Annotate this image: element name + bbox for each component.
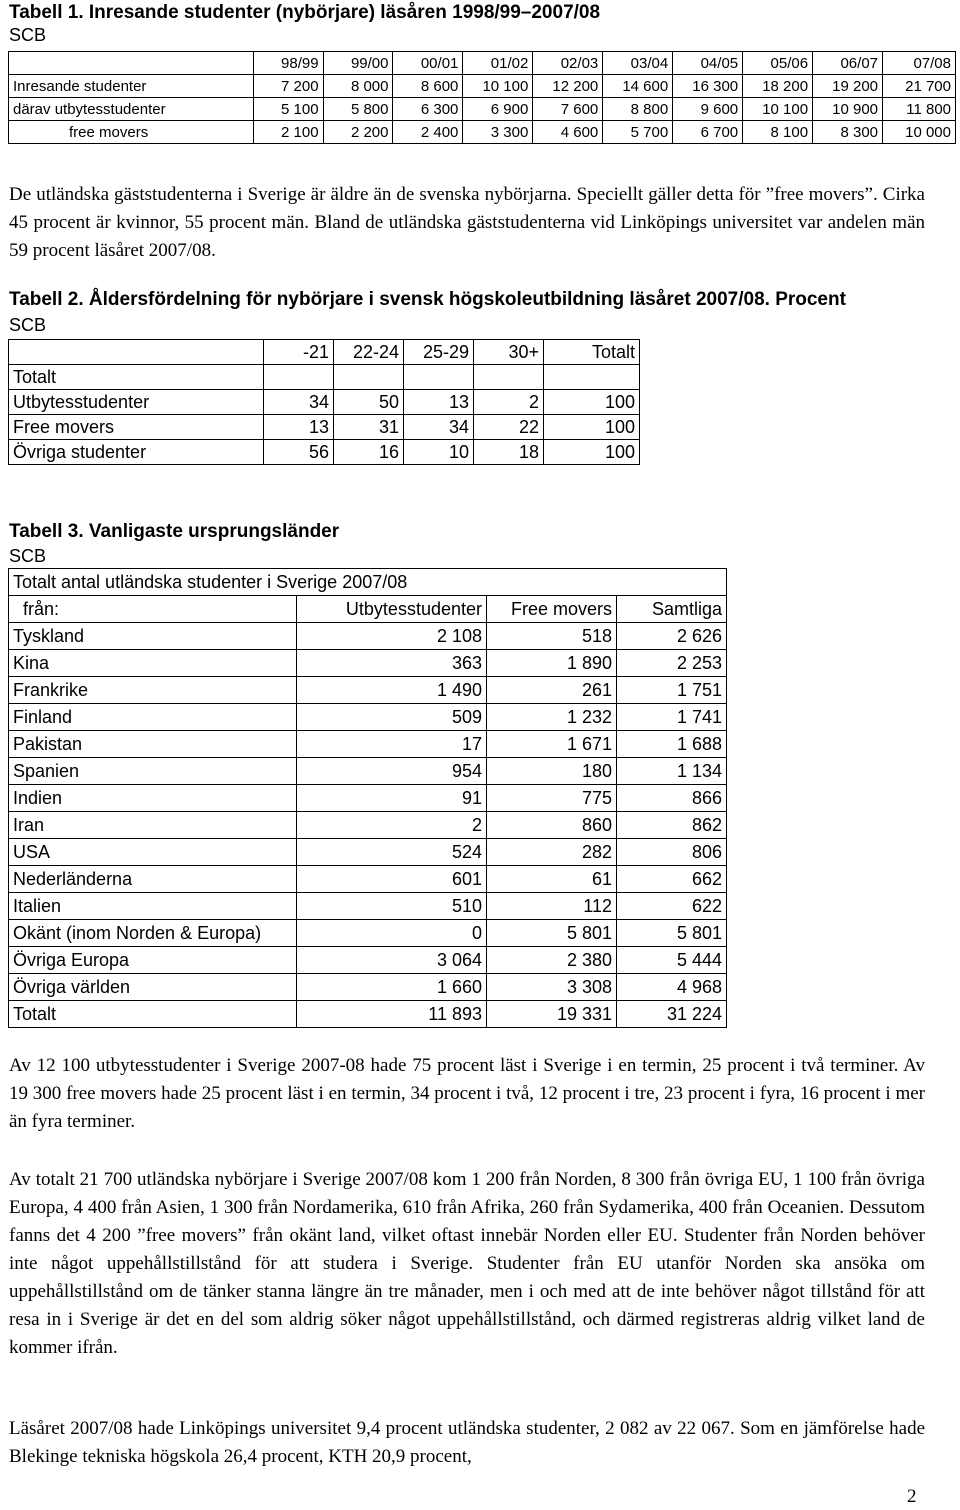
- table3-country-label: Spanien: [9, 758, 297, 785]
- table3-cell: 510: [297, 893, 487, 920]
- table3-cell: 2 108: [297, 623, 487, 650]
- table3-cell: 1 688: [617, 731, 727, 758]
- table2-header-row: [9, 340, 640, 365]
- table1-cell: 4 600: [533, 121, 603, 144]
- table1-cell: 8 800: [603, 98, 673, 121]
- table2-row-label: Utbytesstudenter: [9, 390, 264, 415]
- table2-age-header: Totalt: [544, 340, 640, 365]
- table1-cell: 8 100: [743, 121, 813, 144]
- table3-country-label: Pakistan: [9, 731, 297, 758]
- table1-cell: 5 100: [253, 98, 323, 121]
- table3-country-label: Italien: [9, 893, 297, 920]
- table-row: [9, 415, 640, 440]
- table1-cell: 19 200: [813, 75, 883, 98]
- table3-cell: 112: [487, 893, 617, 920]
- table3-cell: 1 660: [297, 974, 487, 1001]
- paragraph-terms: Av 12 100 utbytesstudenter i Sverige 2007-08 hade 75 procent läst i Sverige i en termin, 25 procent i två terminer. Av 19 300 free movers hade 25 procent läst i en termin, 34 procent i två, 12 procent i tre, 23 procent i fyra, 16 procent i mer än fyra terminer.: [9, 1055, 925, 1132]
- table1-cell: 6 700: [673, 121, 743, 144]
- table2-age-header: -21: [264, 340, 334, 365]
- table-row: [9, 365, 640, 390]
- table2-cell: [264, 365, 334, 390]
- table2-age-header: 22-24: [334, 340, 404, 365]
- table3-country-label: Indien: [9, 785, 297, 812]
- table3-country-label: Frankrike: [9, 677, 297, 704]
- table-row: [9, 98, 956, 121]
- table3-cell: 1 490: [297, 677, 487, 704]
- table3-cell: 4 968: [617, 974, 727, 1001]
- table3-cell: 31 224: [617, 1001, 727, 1028]
- table-row: [9, 839, 727, 866]
- table1-cell: 11 800: [883, 98, 956, 121]
- table1-cell: 6 900: [463, 98, 533, 121]
- table1-year-header: 05/06: [743, 52, 813, 75]
- table3-country-label: Iran: [9, 812, 297, 839]
- table3-cell: 17: [297, 731, 487, 758]
- table3-cell: 601: [297, 866, 487, 893]
- paragraph-age-gender: De utländska gäststudenterna i Sverige är äldre än de svenska nybörjarna. Speciellt gäller detta för ”free movers”. Cirka 45 procent är kvinnor, 55 procent män. Bland de utländska gäststudenterna vid Linköpings universitet var andelen män 59 procent läsåret 2007/08.: [9, 184, 925, 261]
- table3-from-label: från:: [9, 596, 297, 623]
- table3-cell: 862: [617, 812, 727, 839]
- table2-cell: 31: [334, 415, 404, 440]
- table3-cell: 524: [297, 839, 487, 866]
- table-row: [9, 121, 956, 144]
- table2-age-header: 25-29: [404, 340, 474, 365]
- table1-row-label: Inresande studenter: [9, 75, 254, 98]
- table2: [8, 339, 640, 465]
- table-row: [9, 677, 727, 704]
- table3-cell: 2 380: [487, 947, 617, 974]
- table1-year-header: 04/05: [673, 52, 743, 75]
- table3-cell: 180: [487, 758, 617, 785]
- table1-cell: 7 200: [253, 75, 323, 98]
- table2-cell: [404, 365, 474, 390]
- table3-cell: 1 134: [617, 758, 727, 785]
- table-row: [9, 947, 727, 974]
- table1-year-header: 07/08: [883, 52, 956, 75]
- table2-cell: 100: [544, 390, 640, 415]
- table3-header-row: [9, 596, 727, 623]
- table2-cell: 10: [404, 440, 474, 465]
- table3-cell: 775: [487, 785, 617, 812]
- table3-caption-row: [9, 569, 727, 596]
- table2-age-header: 30+: [474, 340, 544, 365]
- table-row: [9, 1001, 727, 1028]
- table2-cell: [544, 365, 640, 390]
- table-row: [9, 920, 727, 947]
- table1-cell: 3 300: [463, 121, 533, 144]
- table1-cell: 21 700: [883, 75, 956, 98]
- table2-cell: 34: [404, 415, 474, 440]
- table2-cell: 16: [334, 440, 404, 465]
- table3-country-label: Övriga världen: [9, 974, 297, 1001]
- table3-cell: 866: [617, 785, 727, 812]
- table3-source: SCB: [9, 546, 47, 566]
- table1-header-row: [9, 52, 956, 75]
- table1-cell: 8 300: [813, 121, 883, 144]
- table1-cell: 6 300: [393, 98, 463, 121]
- table3-cell: 662: [617, 866, 727, 893]
- table3-cell: 282: [487, 839, 617, 866]
- table3-country-label: Okänt (inom Norden & Europa): [9, 920, 297, 947]
- table2-row-label: Totalt: [9, 365, 264, 390]
- table1-row-label: free movers: [9, 121, 254, 144]
- table2-cell: 56: [264, 440, 334, 465]
- table1-cell: 8 600: [393, 75, 463, 98]
- table3-cell: 19 331: [487, 1001, 617, 1028]
- table3-country-label: Finland: [9, 704, 297, 731]
- table-row: [9, 75, 956, 98]
- table2-cell: [334, 365, 404, 390]
- table3-cell: 2 253: [617, 650, 727, 677]
- table-row: [9, 974, 727, 1001]
- table2-cell: 50: [334, 390, 404, 415]
- table3-cell: 61: [487, 866, 617, 893]
- table1-year-header: 00/01: [393, 52, 463, 75]
- table3-country-label: Övriga Europa: [9, 947, 297, 974]
- table3-cell: 0: [297, 920, 487, 947]
- table2-cell: 100: [544, 415, 640, 440]
- table3-cell: 3 064: [297, 947, 487, 974]
- table1-year-header: 03/04: [603, 52, 673, 75]
- table1-cell: 12 200: [533, 75, 603, 98]
- table3-cell: 1 741: [617, 704, 727, 731]
- table3-country-label: USA: [9, 839, 297, 866]
- table3-country-label: Nederländerna: [9, 866, 297, 893]
- table2-corner-cell: [9, 340, 264, 365]
- table-row: [9, 785, 727, 812]
- table3-cell: 806: [617, 839, 727, 866]
- table-row: [9, 390, 640, 415]
- table1-cell: 8 000: [323, 75, 393, 98]
- table3-cell: 1 232: [487, 704, 617, 731]
- table2-source: SCB: [9, 315, 47, 335]
- table-row: [9, 704, 727, 731]
- table3-cell: 518: [487, 623, 617, 650]
- table3-cell: 5 801: [487, 920, 617, 947]
- table1-cell: 14 600: [603, 75, 673, 98]
- table1: [8, 51, 956, 144]
- table3-column-header: Free movers: [487, 596, 617, 623]
- table3-cell: 622: [617, 893, 727, 920]
- table1-year-header: 98/99: [253, 52, 323, 75]
- table1-cell: 10 000: [883, 121, 956, 144]
- table3-cell: 954: [297, 758, 487, 785]
- table1-cell: 2 200: [323, 121, 393, 144]
- page-number: 2: [907, 1486, 917, 1507]
- table2-title: Tabell 2. Åldersfördelning för nybörjare i svensk högskoleutbildning läsåret 2007/08. Procent: [9, 289, 846, 310]
- table2-cell: 13: [404, 390, 474, 415]
- table3-country-label: Kina: [9, 650, 297, 677]
- table1-cell: 18 200: [743, 75, 813, 98]
- table1-cell: 10 100: [463, 75, 533, 98]
- table3-column-header: Samtliga: [617, 596, 727, 623]
- table3-country-label: Tyskland: [9, 623, 297, 650]
- table1-title: Tabell 1. Inresande studenter (nybörjare) läsåren 1998/99–2007/08: [9, 2, 601, 23]
- table3-cell: 11 893: [297, 1001, 487, 1028]
- table-row: [9, 866, 727, 893]
- table2-cell: [474, 365, 544, 390]
- table-row: [9, 758, 727, 785]
- table1-year-header: 01/02: [463, 52, 533, 75]
- table3-cell: 3 308: [487, 974, 617, 1001]
- table2-cell: 100: [544, 440, 640, 465]
- table3-cell: 363: [297, 650, 487, 677]
- table3-caption: Totalt antal utländska studenter i Sverige 2007/08: [9, 569, 727, 596]
- table1-cell: 2 100: [253, 121, 323, 144]
- table1-source: SCB: [9, 25, 47, 45]
- table3-cell: 5 801: [617, 920, 727, 947]
- table3-cell: 261: [487, 677, 617, 704]
- table3-column-header: Utbytesstudenter: [297, 596, 487, 623]
- table2-row-label: Free movers: [9, 415, 264, 440]
- table-row: [9, 812, 727, 839]
- table1-cell: 16 300: [673, 75, 743, 98]
- table-row: [9, 893, 727, 920]
- paragraph-origin: Av totalt 21 700 utländska nybörjare i Sverige 2007/08 kom 1 200 från Norden, 8 300 från övriga EU, 1 100 från övriga Europa, 4 400 från Asien, 1 300 från Nordamerika, 610 från Afrika, 260 från Sydamerika, 400 från Oceanien. Dessutom fanns det 4 200 ”free movers” från okänt land, vilket oftast innebär Norden eller EU. Studenter från Norden behöver inte något uppehållstillstånd för att studera i Sverige. Studenter från EU utanför Norden ska ansöka om uppehållstillstånd om de tänker stanna längre än tre månader, men i och med att de inte behöver något tillstånd för att resa in i Sverige är det en del som aldrig söker något uppehållstillstånd, och därmed registreras aldrig vilket land de kommer ifrån.: [9, 1169, 925, 1358]
- table1-year-header: 02/03: [533, 52, 603, 75]
- table2-cell: 2: [474, 390, 544, 415]
- table3-cell: 860: [487, 812, 617, 839]
- table3-cell: 1 890: [487, 650, 617, 677]
- table-row: [9, 623, 727, 650]
- table1-year-header: 06/07: [813, 52, 883, 75]
- table2-cell: 34: [264, 390, 334, 415]
- table3-cell: 91: [297, 785, 487, 812]
- table3-cell: 509: [297, 704, 487, 731]
- table2-cell: 22: [474, 415, 544, 440]
- table3: [8, 568, 727, 1028]
- table2-cell: 18: [474, 440, 544, 465]
- table3-cell: 2: [297, 812, 487, 839]
- table1-cell: 9 600: [673, 98, 743, 121]
- table2-cell: 13: [264, 415, 334, 440]
- table3-cell: 2 626: [617, 623, 727, 650]
- table3-cell: 1 751: [617, 677, 727, 704]
- table1-cell: 2 400: [393, 121, 463, 144]
- table1-cell: 5 700: [603, 121, 673, 144]
- table1-cell: 7 600: [533, 98, 603, 121]
- table3-cell: 1 671: [487, 731, 617, 758]
- table1-year-header: 99/00: [323, 52, 393, 75]
- table-row: [9, 650, 727, 677]
- table2-row-label: Övriga studenter: [9, 440, 264, 465]
- table1-corner-cell: [9, 52, 254, 75]
- table3-country-label: Totalt: [9, 1001, 297, 1028]
- table1-row-label: därav utbytesstudenter: [9, 98, 254, 121]
- table3-cell: 5 444: [617, 947, 727, 974]
- table1-cell: 10 900: [813, 98, 883, 121]
- table1-cell: 10 100: [743, 98, 813, 121]
- table1-cell: 5 800: [323, 98, 393, 121]
- table3-title: Tabell 3. Vanligaste ursprungsländer: [9, 521, 340, 542]
- table-row: [9, 731, 727, 758]
- paragraph-linkoping: Läsåret 2007/08 hade Linköpings universitet 9,4 procent utländska studenter, 2 082 av 22 067. Som en jämförelse hade Blekinge tekniska högskola 26,4 procent, KTH 20,9 procent,: [9, 1418, 925, 1467]
- table-row: [9, 440, 640, 465]
